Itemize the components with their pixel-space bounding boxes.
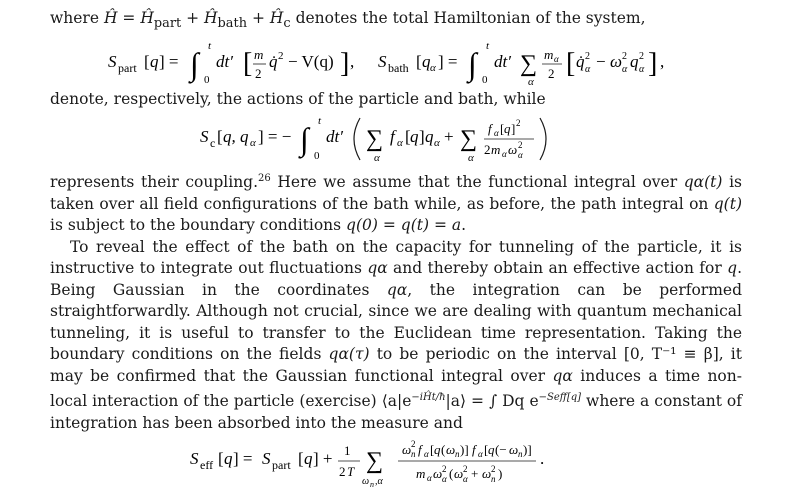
intro-lead: where — [50, 9, 100, 27]
svg-text:q: q — [488, 442, 495, 458]
svg-text:0: 0 — [482, 73, 488, 86]
svg-text:q: q — [425, 127, 434, 147]
svg-text:α: α — [554, 53, 559, 64]
svg-text:2: 2 — [518, 140, 523, 151]
svg-text:n: n — [411, 449, 416, 460]
svg-text:]: ] — [419, 127, 425, 147]
svg-text:)]: )] — [460, 442, 469, 458]
equation-effective-svg — [190, 434, 630, 490]
svg-text:1: 1 — [344, 443, 351, 459]
svg-text:q: q — [304, 449, 313, 469]
svg-text:2: 2 — [585, 50, 590, 62]
svg-text:q: q — [630, 51, 639, 71]
svg-text:2: 2 — [442, 464, 447, 475]
svg-text:q: q — [504, 121, 511, 137]
svg-text:q̇: q̇ — [576, 51, 585, 71]
sub-bath: bath — [217, 16, 248, 32]
equation-actions-svg — [108, 35, 728, 89]
svg-text:q̇: q̇ — [269, 51, 278, 71]
svg-text:] = −: ] = − — [258, 127, 292, 147]
svg-text:S: S — [378, 51, 387, 71]
svg-text:2: 2 — [622, 50, 627, 62]
svg-text:α: α — [639, 63, 645, 75]
svg-text:f: f — [472, 442, 476, 458]
svg-text:.: . — [540, 449, 545, 469]
svg-text:2: 2 — [255, 65, 262, 81]
paragraph-coupling: represents their coupling.$^{26}$ Here we assume that the functional integral over qα(t) is taken over all field configurations of the bath while, as before, the path integral on q(t) is subject to the boundary conditions q(0) = q(t) = a. — [50, 173, 742, 235]
equation-actions — [50, 35, 742, 89]
paragraph-reveal: To reveal the effect of the bath on the capacity for tunneling of the particle, it is instructive to integrate out fluctuations qα and thereby obtain an effective action for q. Being Gaussian in the coordinates qα, the integration can be performed straightforwardly. Although not crucial, since we are dealing with quantum mechanical tunneling, it is useful to transfer to the Euclidean time representation. Taking the boundary conditions on the fields qα(τ) to be periodic on the interval [0, T⁻¹ ≡ β], it may be confirmed that the Gaussian functional integral over qα induces a time non-local interaction of the particle (exercise) $⟨a|e^{-iĤt/ħ}|a⟩$ = ∫ Dq $e^{-Seff[q]}$ where a constant of integration has been absorbed into the measure and — [50, 237, 743, 432]
equation-effective — [50, 434, 742, 490]
svg-text:∫: ∫ — [300, 121, 309, 158]
paragraph-denote: denote, respectively, the actions of the particle and bath, while — [50, 89, 546, 108]
svg-text:[: [ — [298, 449, 304, 469]
svg-text:t: t — [318, 115, 322, 128]
svg-text:α: α — [518, 150, 523, 161]
svg-text:α: α — [427, 473, 432, 484]
intro-line: where Ĥ = $Ĥ_{part}$ + $Ĥ_{bath}$ + $Ĥ_c$ denotes the total Hamiltonian of the system, — [50, 9, 646, 32]
svg-text:[: [ — [243, 47, 253, 79]
equation-coupling — [50, 110, 742, 168]
svg-text:α: α — [430, 61, 436, 74]
svg-text:ω: ω — [454, 466, 464, 482]
svg-text:] =: ] = — [233, 449, 253, 469]
svg-text:α: α — [442, 474, 447, 485]
svg-text:α: α — [434, 137, 440, 150]
svg-text:∑: ∑ — [460, 126, 478, 153]
svg-text:2: 2 — [639, 50, 644, 62]
svg-text:)]: )] — [523, 442, 532, 458]
svg-text:dt′: dt′ — [216, 51, 233, 71]
svg-text:t: t — [208, 39, 212, 52]
svg-text:+: + — [471, 466, 479, 482]
svg-text:,: , — [350, 51, 355, 71]
svg-text:q: q — [410, 127, 419, 147]
svg-text:[: [ — [500, 121, 505, 137]
svg-text:n: n — [518, 449, 523, 460]
svg-text:0: 0 — [204, 73, 210, 86]
svg-text:dt′: dt′ — [494, 51, 511, 71]
svg-text:] =: ] = — [438, 51, 458, 71]
svg-text:n: n — [491, 474, 496, 485]
svg-text:∑: ∑ — [366, 448, 384, 475]
equation-coupling-svg — [200, 110, 620, 168]
svg-text:α: α — [478, 449, 483, 460]
svg-text:S: S — [200, 127, 209, 147]
svg-text:2: 2 — [278, 49, 284, 62]
svg-text:[: [ — [144, 51, 150, 71]
svg-text:q: q — [224, 449, 233, 469]
svg-text:α: α — [250, 137, 256, 150]
svg-text:α: α — [494, 128, 499, 139]
footnote-26: 26 — [258, 173, 271, 185]
svg-text:α: α — [585, 63, 591, 75]
svg-text:q: q — [434, 442, 441, 458]
sub-part: part — [153, 16, 182, 32]
svg-text:m: m — [416, 466, 426, 482]
svg-text:): ) — [498, 466, 503, 482]
svg-text:∫: ∫ — [468, 45, 477, 82]
svg-text:2: 2 — [339, 464, 346, 480]
svg-text:q: q — [422, 51, 431, 71]
svg-text:q, q: q, q — [223, 127, 249, 147]
svg-text:2: 2 — [548, 65, 555, 81]
svg-text:]: ] — [511, 121, 516, 137]
svg-text:ω: ω — [508, 142, 518, 158]
svg-text:ω: ω — [509, 442, 519, 458]
svg-text:α: α — [468, 152, 474, 165]
svg-text:[: [ — [430, 442, 435, 458]
svg-text:q: q — [150, 51, 159, 71]
svg-text:(: ( — [449, 466, 454, 482]
svg-text:2: 2 — [491, 464, 496, 475]
svg-text:ω: ω — [610, 51, 623, 71]
svg-text:,α: ,α — [375, 476, 383, 488]
svg-text:[: [ — [218, 449, 224, 469]
H-symbol: Ĥ — [103, 9, 118, 27]
svg-text:[: [ — [416, 51, 422, 71]
svg-text:bath: bath — [388, 60, 409, 75]
svg-text:ω: ω — [362, 476, 370, 488]
svg-text:[: [ — [566, 47, 576, 79]
svg-text:f: f — [418, 442, 422, 458]
svg-text:S: S — [262, 449, 271, 469]
svg-text:part: part — [118, 60, 137, 75]
svg-text:(−: (− — [495, 442, 507, 458]
svg-text:[: [ — [405, 127, 411, 147]
svg-text:ω: ω — [446, 442, 456, 458]
svg-text:] +: ] + — [313, 449, 333, 469]
svg-text:dt′: dt′ — [326, 127, 343, 147]
svg-text:+: + — [444, 127, 454, 147]
svg-text:2: 2 — [463, 464, 468, 475]
svg-text:ω: ω — [482, 466, 492, 482]
svg-text:S: S — [190, 449, 199, 469]
svg-text:2: 2 — [516, 118, 521, 129]
svg-text:∫: ∫ — [190, 45, 199, 82]
svg-text:2: 2 — [411, 439, 416, 450]
svg-text:α: α — [374, 152, 380, 165]
svg-text:part: part — [272, 458, 291, 473]
svg-text:m: m — [491, 142, 501, 158]
svg-text:− V(q): − V(q) — [288, 51, 334, 71]
svg-text:n: n — [455, 449, 460, 460]
svg-text:]: ] — [648, 47, 658, 79]
svg-text:]: ] — [340, 47, 350, 79]
svg-text:−: − — [596, 51, 606, 71]
svg-text:ω: ω — [402, 442, 412, 458]
svg-text:f: f — [390, 127, 395, 147]
intro-tail: denotes the total Hamiltonian of the system, — [295, 9, 646, 27]
svg-text:[: [ — [217, 127, 223, 147]
svg-text:α: α — [502, 149, 507, 160]
svg-text:2: 2 — [484, 142, 491, 158]
svg-text:∑: ∑ — [520, 50, 538, 77]
svg-text:(: ( — [441, 442, 446, 458]
svg-text:∑: ∑ — [366, 126, 384, 153]
svg-text:n: n — [370, 480, 374, 490]
svg-text:t: t — [486, 39, 490, 52]
svg-text:m: m — [254, 46, 264, 62]
svg-text:α: α — [424, 449, 429, 460]
sub-c: c — [283, 16, 291, 32]
svg-text:[: [ — [484, 442, 489, 458]
svg-text:] =: ] = — [159, 51, 179, 71]
svg-text:ω: ω — [433, 466, 443, 482]
svg-text:0: 0 — [314, 150, 320, 163]
svg-text:f: f — [488, 121, 492, 137]
svg-text:eff: eff — [200, 458, 214, 473]
svg-text:T: T — [347, 464, 355, 480]
svg-text:m: m — [544, 46, 554, 62]
svg-text:α: α — [528, 75, 534, 88]
svg-text:S: S — [108, 51, 117, 71]
svg-text:α: α — [463, 474, 468, 485]
svg-text:α: α — [622, 63, 628, 75]
paper-page — [50, 8, 742, 490]
svg-text:c: c — [210, 136, 216, 151]
svg-text:,: , — [660, 51, 665, 71]
svg-text:α: α — [397, 137, 403, 150]
